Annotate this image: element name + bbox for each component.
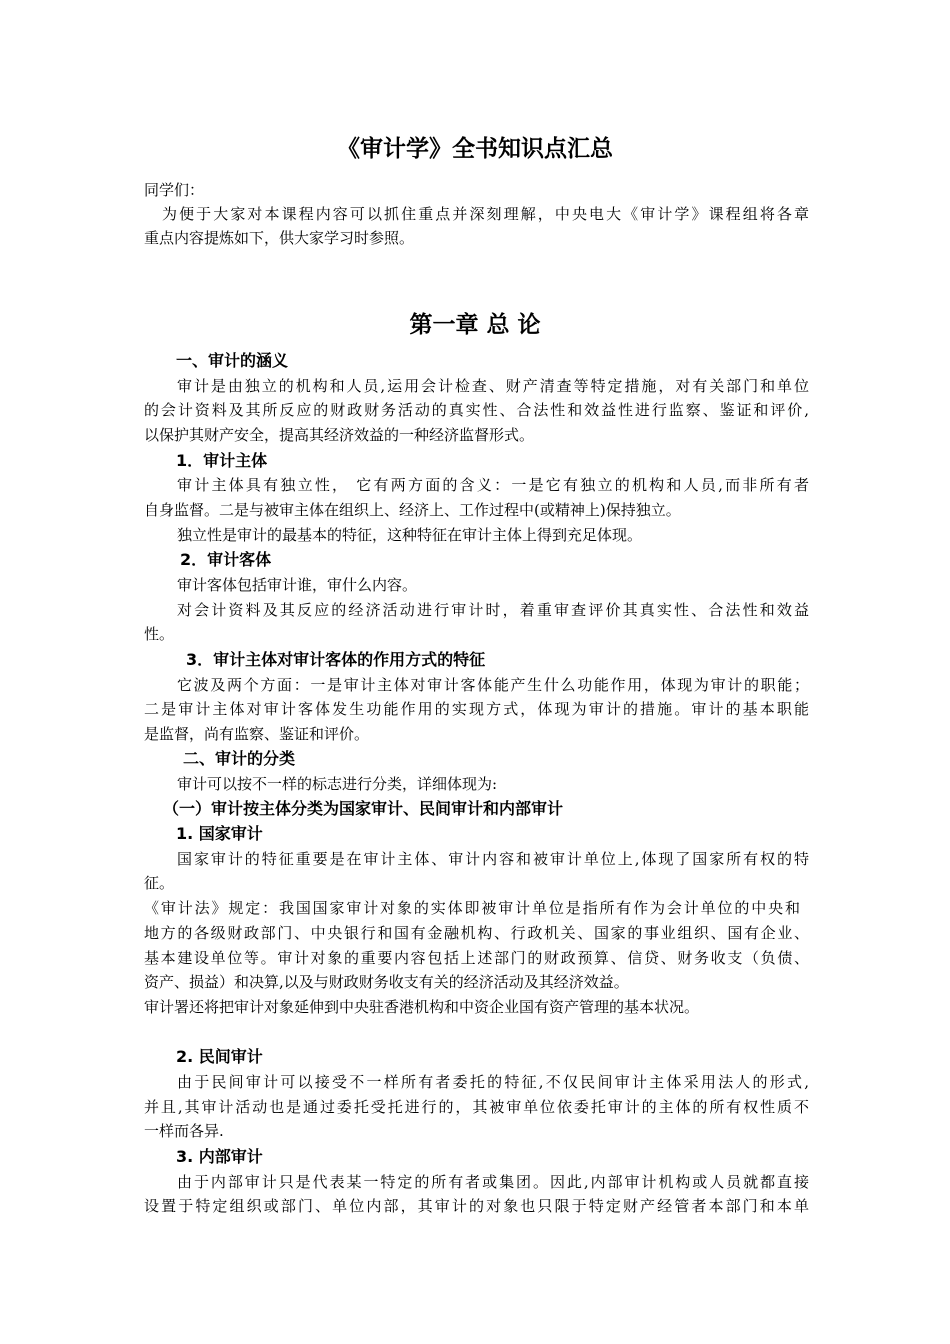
paragraph-line: 由于内部审计只是代表某一特定的所有者或集团。因此,内部审计机构或人员就都直接 <box>177 1173 809 1191</box>
paragraph-line: 地方的各级财政部门、中央银行和国有金融机构、行政机关、国家的事业组织、国有企业、 <box>144 924 809 942</box>
subsection-heading: 3．审计主体对审计客体的作用方式的特征 <box>186 650 486 669</box>
paragraph-line: 并且,其审计活动也是通过委托受托进行的，其被审单位依委托审计的主体的所有权性质不 <box>144 1098 809 1116</box>
paragraph-line: 性。 <box>144 625 175 643</box>
paragraph-line: 二是审计主体对审计客体发生功能作用的实现方式，体现为审计的措施。审计的基本职能 <box>144 700 809 718</box>
paragraph-line: 征。 <box>144 874 175 892</box>
paragraph-line: 设置于特定组织或部门、单位内部，其审计的对象也只限于特定财产经管者本部门和本单 <box>144 1197 809 1215</box>
paragraph-line: 一样而各异. <box>144 1122 224 1140</box>
document-title: 《审计学》全书知识点汇总 <box>337 136 613 162</box>
section-heading: 二、审计的分类 <box>183 749 296 768</box>
paragraph-line: 审计署还将把审计对象延伸到中央驻香港机构和中资企业国有资产管理的基本状况。 <box>144 998 700 1016</box>
paragraph-line: 独立性是审计的最基本的特征，这种特征在审计主体上得到充足体现。 <box>177 526 643 544</box>
greeting-line: 同学们： <box>144 181 205 199</box>
paragraph-line: 审计主体具有独立性， 它有两方面的含义：一是它有独立的机构和人员,而非所有者 <box>177 476 809 494</box>
paragraph-line: 审计可以按不一样的标志进行分类，详细体现为: <box>177 775 498 793</box>
paragraph-line: 审计是由独立的机构和人员,运用会计检查、财产清查等特定措施，对有关部门和单位 <box>177 377 809 395</box>
paragraph-line: 以保护其财产安全，提高其经济效益的一种经济监督形式。 <box>144 426 535 444</box>
subsection-heading: 3. 内部审计 <box>176 1147 263 1166</box>
paragraph-line: 《审计法》规定：我国国家审计对象的实体即被审计单位是指所有作为会计单位的中央和 <box>144 899 800 917</box>
paragraph-line: 对会计资料及其反应的经济活动进行审计时，着重审查评价其真实性、合法性和效益 <box>177 601 809 619</box>
subsection-heading: 2．审计客体 <box>180 550 272 569</box>
subsection-heading: 1. 国家审计 <box>176 824 263 843</box>
intro-line: 为便于大家对本课程内容可以抓住重点并深刻理解，中央电大《审计学》课程组将各章 <box>162 205 809 223</box>
subsection-heading: 1．审计主体 <box>176 451 268 470</box>
subsection-heading: 2. 民间审计 <box>176 1047 263 1066</box>
chapter-title: 第一章 总 论 <box>409 312 541 338</box>
paragraph-line: 基本建设单位等。审计对象的重要内容包括上述部门的财政预算、信贷、财务收支（负债、 <box>144 949 809 967</box>
paragraph-line: 国家审计的特征重要是在审计主体、审计内容和被审计单位上,体现了国家所有权的特 <box>177 850 809 868</box>
paragraph-line: 是监督，尚有监察、鉴证和评价。 <box>144 725 370 743</box>
paragraph-line: 由于民间审计可以接受不一样所有者委托的特征,不仅民间审计主体采用法人的形式, <box>177 1073 809 1091</box>
paragraph-line: 资产、损益）和决算,以及与财政财务收支有关的经济活动及其经济效益。 <box>144 973 629 991</box>
paragraph-line: 的会计资料及其所反应的财政财务活动的真实性、合法性和效益性进行监察、鉴证和评价, <box>144 401 809 419</box>
section-heading: 一、审计的涵义 <box>176 351 289 370</box>
paragraph-line: 自身监督。二是与被审主体在组织上、经济上、工作过程中(或精神上)保持独立。 <box>144 501 681 519</box>
subsection-heading: （一）审计按主体分类为国家审计、民间审计和内部审计 <box>163 799 564 818</box>
paragraph-line: 它波及两个方面：一是审计主体对审计客体能产生什么功能作用，体现为审计的职能； <box>177 676 809 694</box>
intro-line: 重点内容提炼如下，供大家学习时参照。 <box>144 229 415 247</box>
paragraph-line: 审计客体包括审计谁，审什么内容。 <box>177 576 418 594</box>
